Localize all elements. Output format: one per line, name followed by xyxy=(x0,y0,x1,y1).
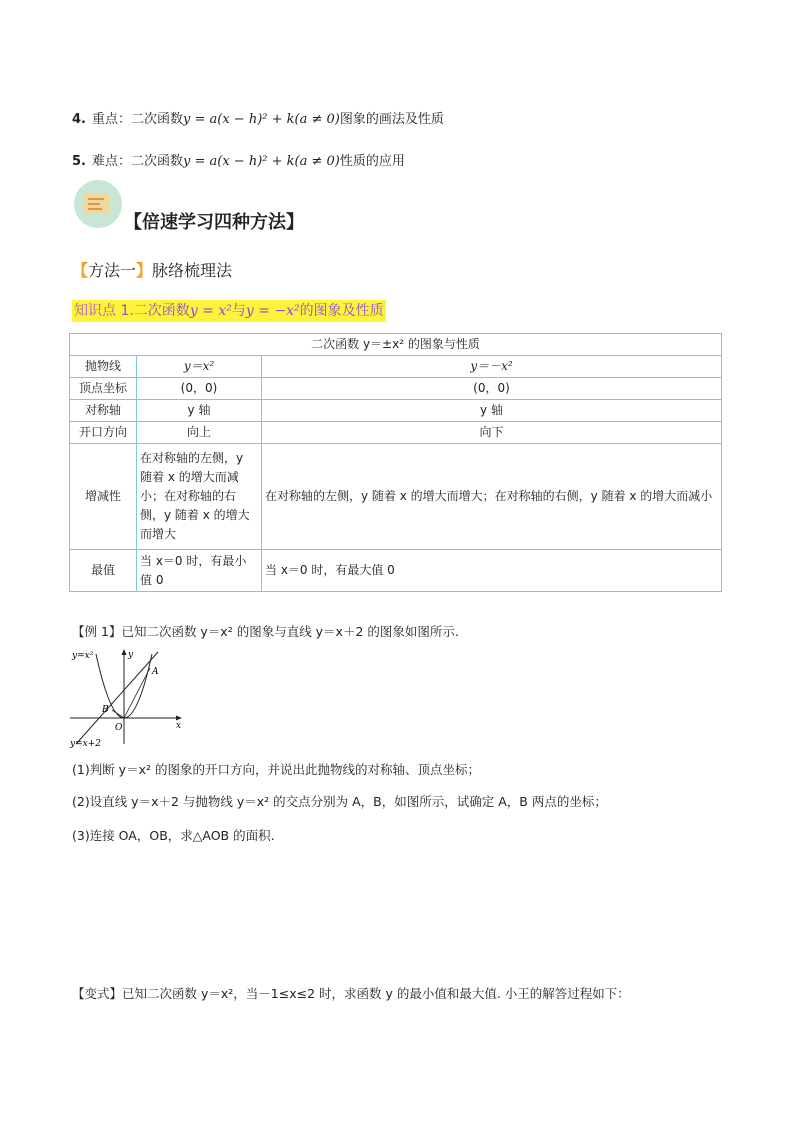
table-title: 二次函数 y＝±x² 的图象与性质 xyxy=(70,334,722,356)
table-cell: 抛物线 xyxy=(70,356,137,378)
origin-label: O xyxy=(115,723,123,733)
segment-ob xyxy=(112,710,124,718)
x-axis-arrow xyxy=(176,716,182,721)
table-cell: 最值 xyxy=(70,550,137,592)
table-cell: (0，0) xyxy=(137,378,262,400)
question-3: (3)连接 OA，OB，求△AOB 的面积. xyxy=(72,828,275,843)
y-axis-label: y xyxy=(128,650,134,660)
table-row xyxy=(70,444,722,550)
table-cell: 当 x＝0 时，有最大值 0 xyxy=(262,550,722,592)
knowledge-point-heading: 知识点 1.二次函数y = x²与y = −x²的图象及性质 xyxy=(72,300,386,322)
question-2: (2)设直线 y＝x＋2 与抛物线 y＝x² 的交点分别为 A，B，如图所示，试确定 A，B 两点的坐标； xyxy=(72,794,607,809)
table-row xyxy=(70,550,722,592)
table-header-row xyxy=(70,356,722,378)
question-1: (1)判断 y＝x² 的图象的开口方向，并说出此抛物线的对称轴、顶点坐标； xyxy=(72,762,480,777)
table-row xyxy=(70,400,722,422)
notebook-icon xyxy=(74,180,122,228)
table-cell: (0，0) xyxy=(262,378,722,400)
key-point-5: 5. 难点：二次函数y = a(x − h)² + k(a ≠ 0)性质的应用 xyxy=(72,154,405,169)
table-cell: 增减性 xyxy=(70,444,137,550)
table-cell: 当 x＝0 时，有最小值 0 xyxy=(137,550,262,592)
example-1-statement: 【例 1】已知二次函数 y＝x² 的图象与直线 y＝x＋2 的图象如图所示. xyxy=(72,624,459,639)
table-title-row xyxy=(70,334,722,356)
table-cell: 向上 xyxy=(137,422,262,444)
line-label: y=x+2 xyxy=(70,739,101,748)
point-a-label: A xyxy=(152,667,159,677)
point-b-label: B xyxy=(102,705,109,715)
table-cell: y 轴 xyxy=(262,400,722,422)
method-title: 【方法一】脉络梳理法 xyxy=(72,261,233,280)
section-title: 【倍速学习四种方法】 xyxy=(124,212,304,233)
table-cell: 对称轴 xyxy=(70,400,137,422)
table-cell: y 轴 xyxy=(137,400,262,422)
variant-statement: 【变式】已知二次函数 y＝x²，当－1≤x≤2 时，求函数 y 的最小值和最大值. 小王的解答过程如下： xyxy=(72,986,630,1001)
key-point-4: 4. 重点：二次函数y = a(x − h)² + k(a ≠ 0)图象的画法及性质 xyxy=(72,112,444,127)
table-cell: 在对称轴的左侧，y 随着 x 的增大而增大；在对称轴的右侧，y 随着 x 的增大而减小 xyxy=(262,444,722,550)
table-row xyxy=(70,422,722,444)
table-cell: y＝x² xyxy=(137,356,262,378)
example-graph xyxy=(68,646,188,748)
table-cell: 向下 xyxy=(262,422,722,444)
table-cell: 在对称轴的左侧，y 随着 x 的增大而减小；在对称轴的右侧，y 随着 x 的增大而增大 xyxy=(137,444,262,550)
parabola-label: y=x² xyxy=(72,651,94,661)
table-cell: 顶点坐标 xyxy=(70,378,137,400)
y-axis-arrow xyxy=(122,649,127,655)
table-cell: 开口方向 xyxy=(70,422,137,444)
x-axis-label: x xyxy=(176,721,182,731)
properties-table xyxy=(69,333,722,592)
table-cell: y＝－x² xyxy=(262,356,722,378)
table-row xyxy=(70,378,722,400)
